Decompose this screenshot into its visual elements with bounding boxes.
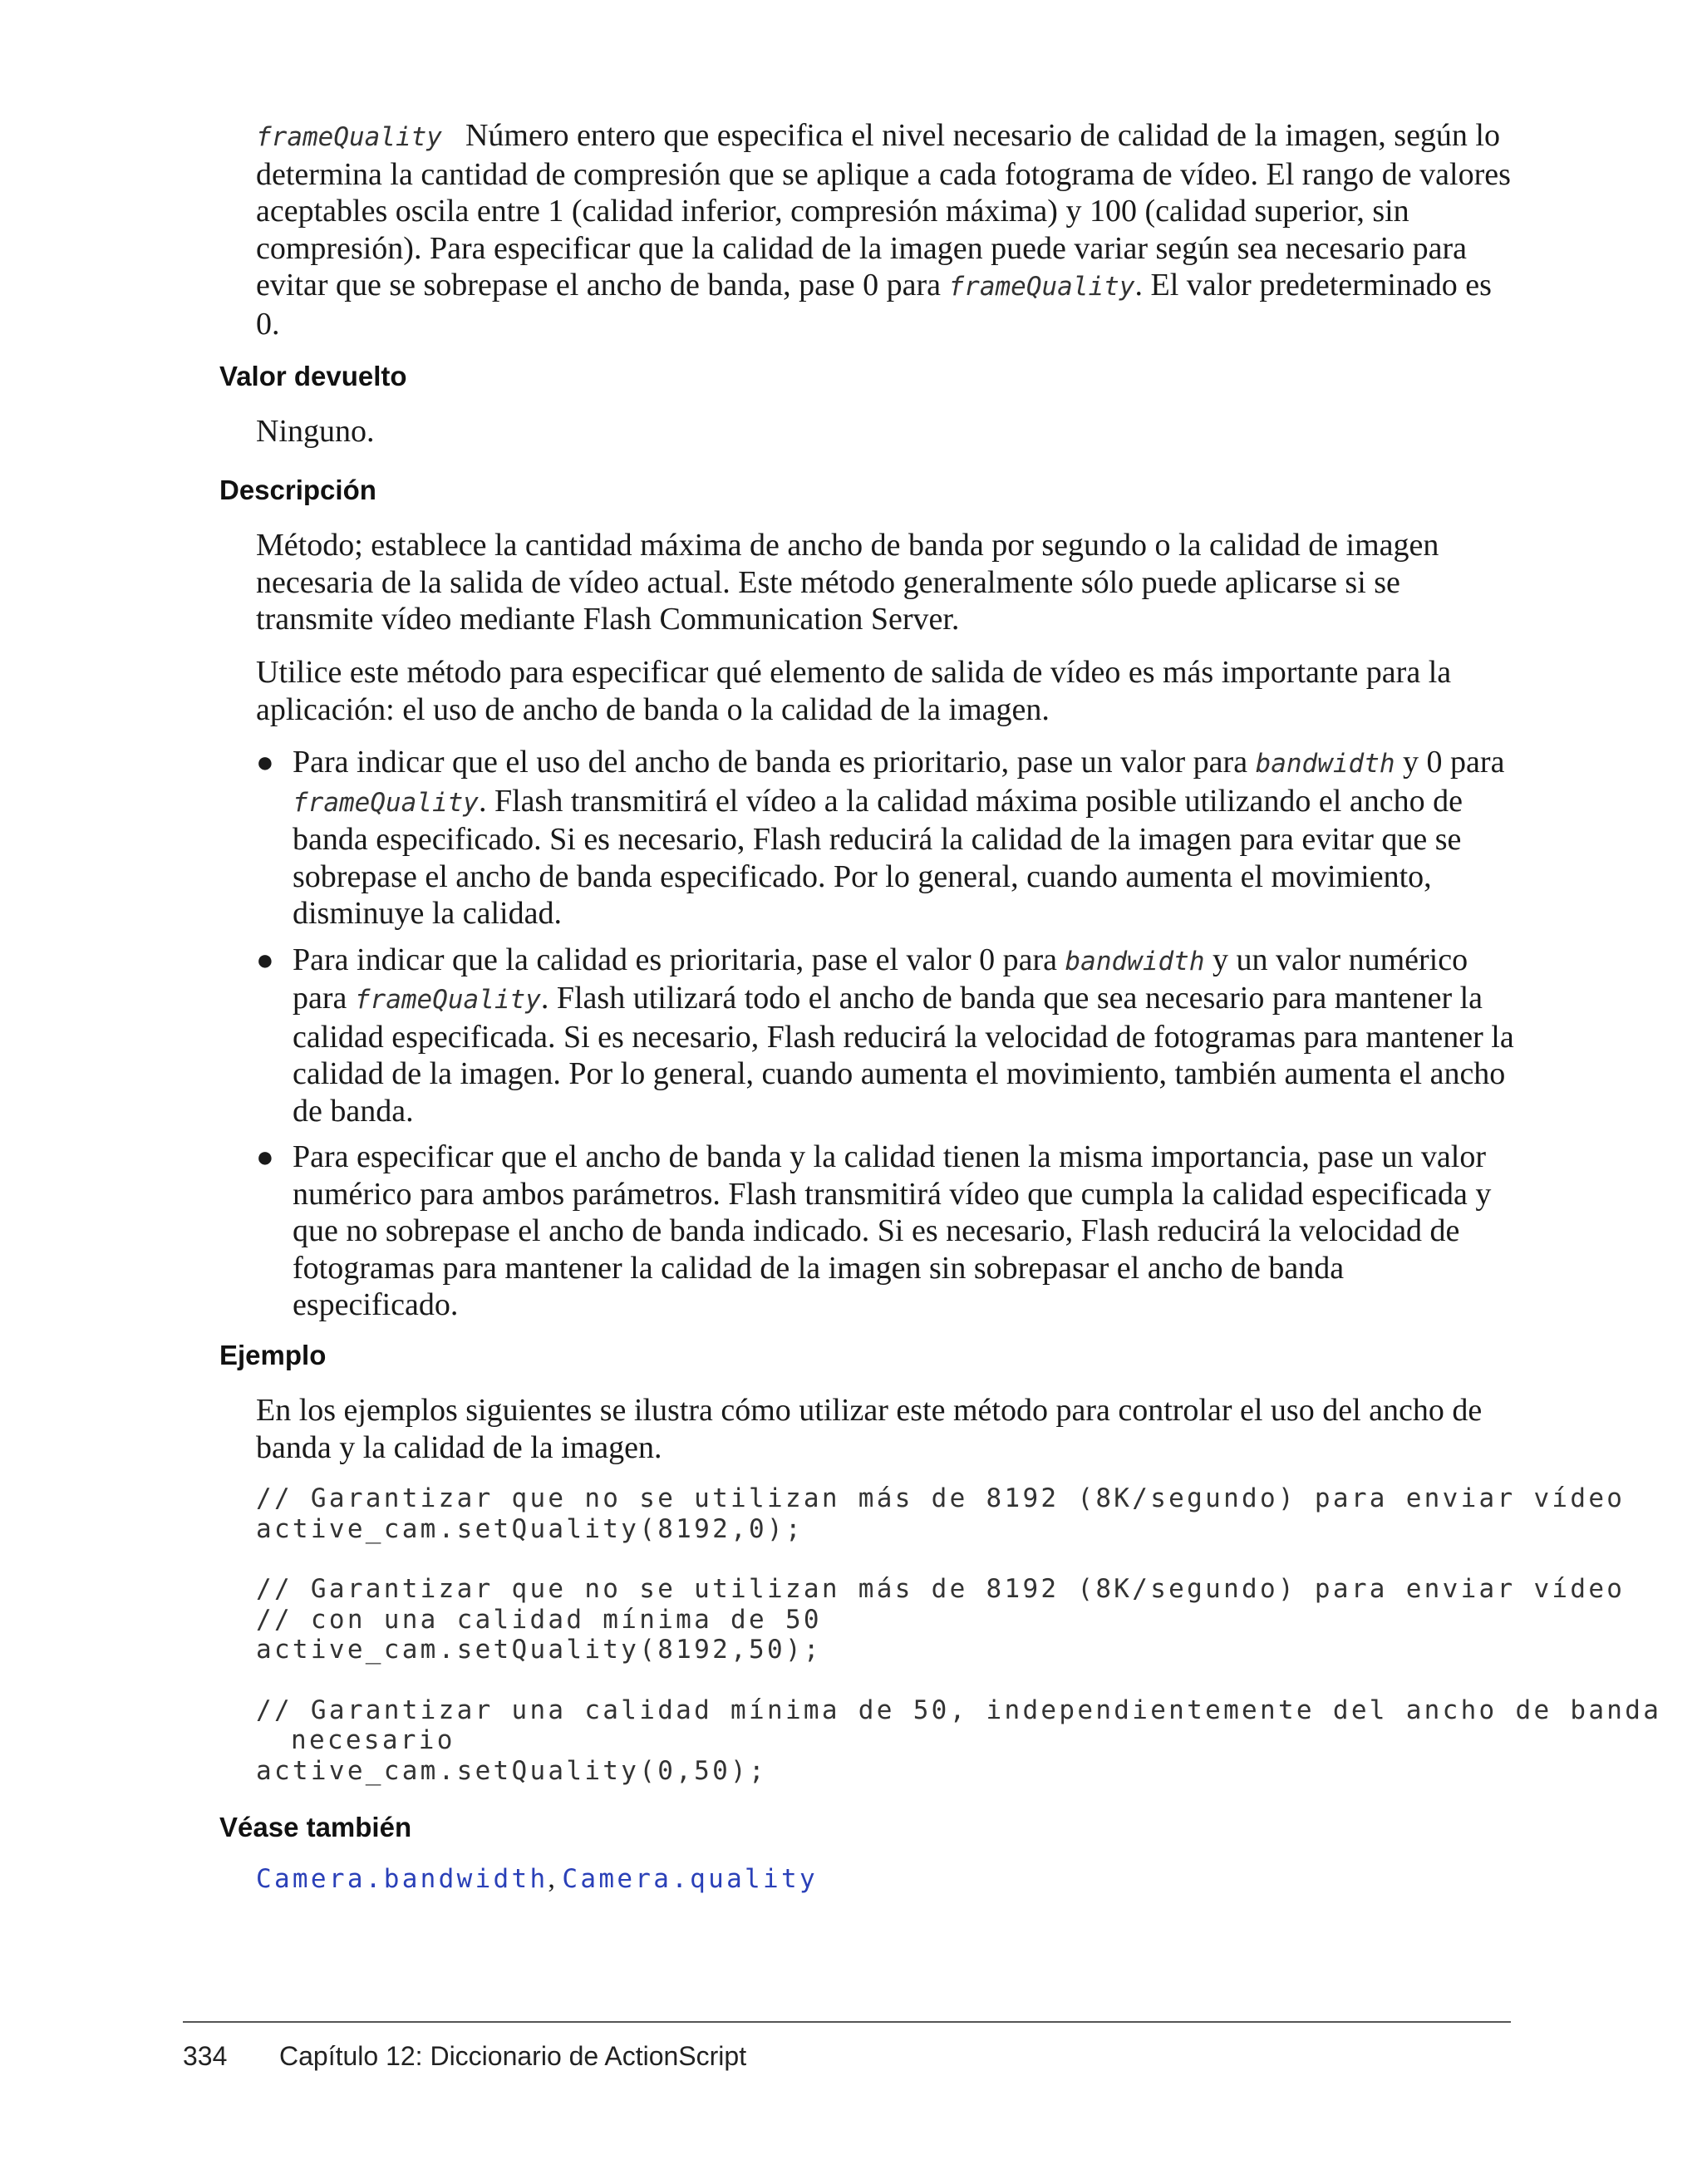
heading-description: Descripción bbox=[219, 475, 376, 505]
description-bullets bbox=[256, 744, 1515, 1333]
bullet-icon: ● bbox=[256, 942, 274, 976]
inline-code: frameQuality bbox=[293, 787, 479, 818]
param-text-1: Número entero que especifica el nivel necesario de calidad de la imagen, según lo determina la cantidad de compresión que se aplique a cada fotograma de vídeo. El rango de valores aceptables oscila entre 1 (calidad inferior, compresión máxima) y 100 (calidad superior, sin compresión). Para especificar que la calidad de la imagen puede variar según sea necesario para evitar que se sobrepase el ancho de banda, pase 0 para bbox=[256, 118, 1511, 303]
heading-see-also: Véase también bbox=[219, 1812, 412, 1842]
link-camera-bandwidth[interactable]: Camera.bandwidth bbox=[256, 1864, 548, 1894]
param-name: frameQuality bbox=[256, 122, 442, 152]
code-line: necesario bbox=[291, 1725, 455, 1755]
code-line: // Garantizar una calidad mínima de 50, independientemente del ancho de banda bbox=[256, 1695, 1662, 1725]
footer-divider bbox=[183, 2021, 1511, 2023]
return-value-text: Ninguno. bbox=[256, 414, 375, 449]
code-line: // Garantizar que no se utilizan más de 8192 (8K/segundo) para enviar vídeo bbox=[256, 1483, 1626, 1513]
inline-code: bandwidth bbox=[1255, 749, 1395, 779]
bullet-icon: ● bbox=[256, 1140, 274, 1173]
list-item: ● Para indicar que el uso del ancho de banda es prioritario, pase un valor para bandwidth y 0 para frameQuality. Flash transmitirá el vídeo a la calidad máxima posible utilizando el ancho de banda especificado. Si es necesario, Flash reducirá la calidad de la imagen para evitar que se sobrepase el ancho de banda especificado. Por lo general, cuando aumenta el movimiento, disminuye la calidad. bbox=[256, 745, 1505, 931]
example-intro: En los ejemplos siguientes se ilustra cómo utilizar este método para controlar el uso del ancho de banda y la calidad de la imagen. bbox=[256, 1393, 1483, 1465]
page-number: 334 bbox=[183, 2041, 228, 2071]
inline-code: bandwidth bbox=[1065, 946, 1205, 976]
code-line: active_cam.setQuality(0,50); bbox=[256, 1755, 767, 1786]
see-also-separator: , bbox=[548, 1863, 555, 1894]
param-frameQuality bbox=[256, 117, 1511, 342]
link-camera-quality[interactable]: Camera.quality bbox=[562, 1864, 818, 1894]
description-para-1: Método; establece la cantidad máxima de ancho de banda por segundo o la calidad de imagen necesaria de la salida de vídeo actual. Este método generalmente sólo puede aplicarse si se transmite vídeo mediante Flash Communication Server. bbox=[256, 528, 1439, 637]
code-line: // con una calidad mínima de 50 bbox=[256, 1604, 822, 1635]
chapter-title: Capítulo 12: Diccionario de ActionScript bbox=[279, 2041, 747, 2071]
code-line: // Garantizar que no se utilizan más de 8192 (8K/segundo) para enviar vídeo bbox=[256, 1574, 1626, 1604]
code-block bbox=[256, 1483, 1662, 1786]
see-also-links bbox=[256, 1863, 818, 1895]
list-item: ● Para especificar que el ancho de banda y la calidad tienen la misma importancia, pase un valor numérico para ambos parámetros. Flash transmitirá vídeo que cumpla la calidad especificada y que no sobrepase el ancho de banda indicado. Si es necesario, Flash reducirá la velocidad de fotogramas para mantener la calidad de la imagen sin sobrepasar el ancho de banda especificado. bbox=[256, 1139, 1492, 1322]
heading-return-value: Valor devuelto bbox=[219, 361, 407, 391]
code-line: active_cam.setQuality(8192,50); bbox=[256, 1635, 822, 1665]
param-inline-code: frameQuality bbox=[948, 272, 1135, 302]
list-item: ● Para indicar que la calidad es prioritaria, pase el valor 0 para bandwidth y un valor numérico para frameQuality. Flash utilizará todo el ancho de banda que sea necesario para mantener la calidad especificada. Si es necesario, Flash reducirá la velocidad de fotogramas para mantener la calidad de la imagen. Por lo general, cuando aumenta el movimiento, también aumenta el ancho de banda. bbox=[256, 942, 1514, 1129]
bullet-icon: ● bbox=[256, 745, 274, 779]
description-para-2: Utilice este método para especificar qué elemento de salida de vídeo es más importante para la aplicación: el uso de ancho de banda o la calidad de la imagen. bbox=[256, 655, 1452, 727]
inline-code: frameQuality bbox=[354, 985, 541, 1015]
param-text-2: . El valor predeterminado es 0. bbox=[256, 268, 1492, 342]
code-line: active_cam.setQuality(8192,0); bbox=[256, 1513, 804, 1544]
heading-example: Ejemplo bbox=[219, 1340, 327, 1370]
